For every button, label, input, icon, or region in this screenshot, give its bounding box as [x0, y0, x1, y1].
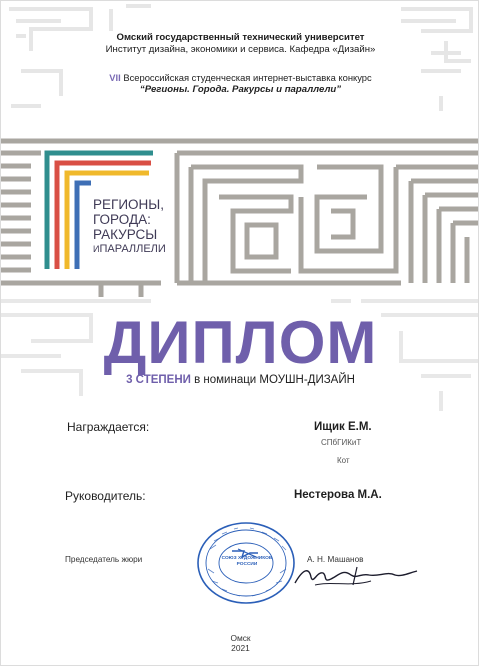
institute-name: Институт дизайна, экономики и сервиса. Кафедра «Дизайн» — [105, 44, 376, 55]
supervisor-name: Нестерова М.А. — [294, 489, 382, 501]
awardee-group: СПбГИКиТ — [321, 438, 362, 447]
logo-line-3: РАКУРСЫ — [93, 227, 158, 242]
jury-chair-name: А. Н. Машанов — [307, 555, 364, 564]
awardee-name: Ищик Е.М. — [314, 421, 372, 433]
nomination: в номинаци МОУШН-ДИЗАЙН — [190, 374, 355, 386]
year: 2021 — [231, 643, 250, 653]
degree-line — [1, 374, 479, 386]
diploma-title: ДИПЛОМ — [103, 309, 378, 376]
signature-image — [291, 561, 421, 593]
city: Омск — [230, 633, 251, 643]
logo-line-4-small: И — [93, 244, 100, 254]
logo-line-4-main: ПАРАЛЛЕЛИ — [99, 243, 166, 255]
contest-roman: VII — [109, 72, 121, 83]
contest-text: Всероссийская студенческая интернет-выставка конкурс — [120, 72, 372, 83]
logo-line-4 — [93, 242, 166, 257]
logo-line-2: ГОРОДА: — [93, 212, 151, 227]
supervisor-label: Руководитель: — [65, 489, 146, 503]
awarded-label: Награждается: — [67, 420, 150, 434]
university-name: Омский государственный технический университет — [116, 32, 365, 43]
stamp-center-text: СОЮЗ ХУДОЖНИКОВ РОССИИ — [221, 556, 273, 567]
awardee-extra: Кот — [337, 456, 350, 465]
degree: 3 СТЕПЕНИ — [126, 374, 191, 386]
jury-chair-label: Председатель жюри — [65, 555, 143, 564]
faint-maze-top — [9, 6, 471, 111]
logo-text-block — [93, 197, 166, 257]
contest-title: “Регионы. Города. Ракурсы и параллели” — [139, 84, 342, 95]
logo-line-1: РЕГИОНЫ, — [93, 197, 164, 212]
contest-line — [1, 72, 479, 83]
